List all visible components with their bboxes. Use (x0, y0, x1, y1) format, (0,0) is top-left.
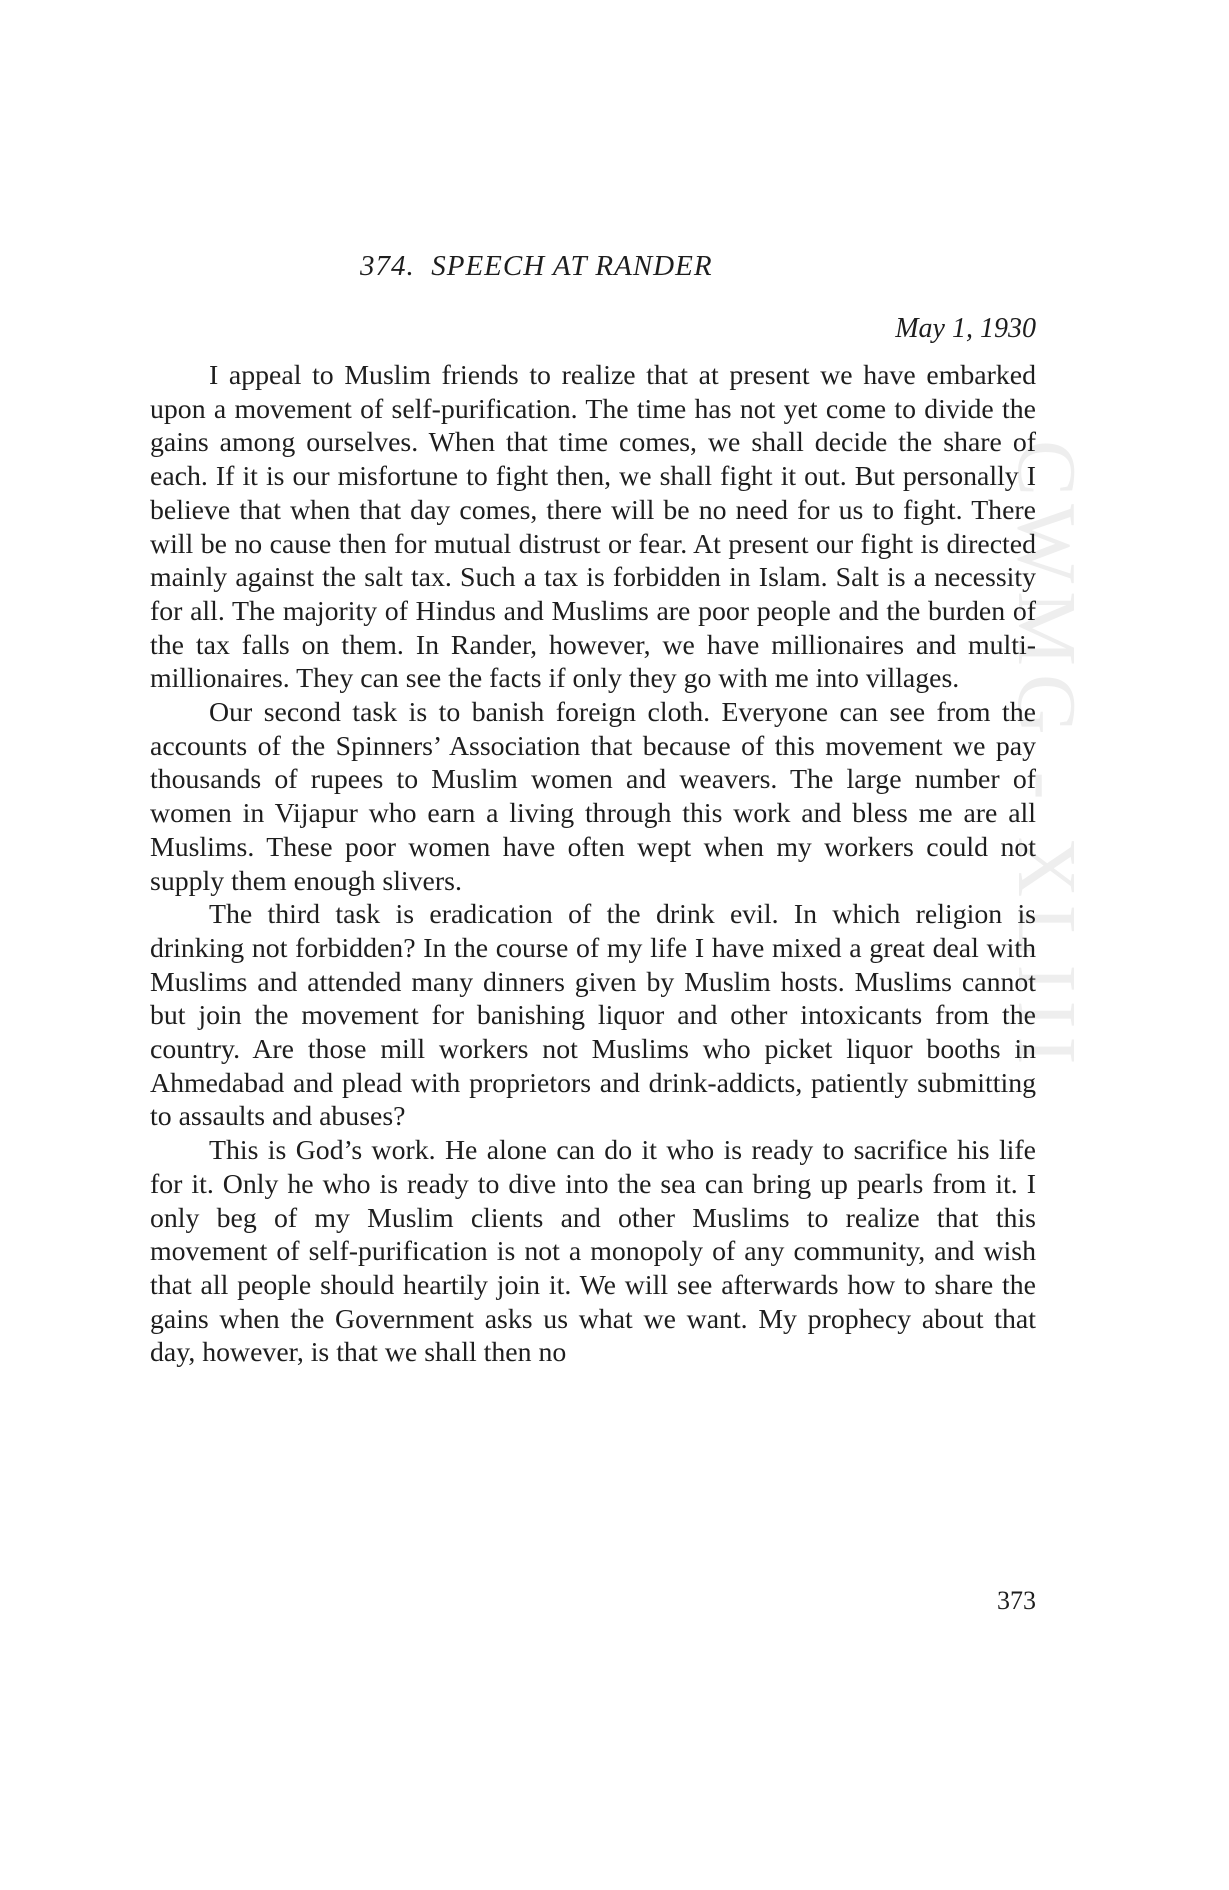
paragraph: Our second task is to banish foreign cloth. Everyone can see from the accounts of the Spinners’ Association that because of this movement we pay thousands of rupees to Muslim women and weavers. The large number of women in Vijapur who earn a living through this work and bless me are all Muslims. These poor women have often wept when my workers could not supply them enough slivers. (150, 697, 1036, 897)
watermark-text: CWMG - XLIII (1000, 440, 1093, 1073)
section-heading (360, 250, 713, 283)
paragraph: I appeal to Muslim friends to realize that at present we have embarked upon a movement of self-purification. The time has not yet come to divide the gains among ourselves. When that time comes, we shall decide the share of each. If it is our misfortune to fight then, we shall fight it out. But personally I believe that when that day comes, there will be no need for us to fight. There will be no cause then for mutual distrust or fear. At present our fight is directed mainly against the salt tax. Such a tax is forbidden in Islam. Salt is a necessity for all. The majority of Hindus and Muslims are poor people and the burden of the tax falls on them. In Rander, however, we have millionaires and multi-millionaires. They can see the facts if only they go with me into villages. (150, 360, 1036, 695)
section-title: SPEECH AT RANDER (431, 250, 713, 282)
paragraph: The third task is eradication of the drink evil. In which religion is drinking not forbidden? In the course of my life I have mixed a great deal with Muslims and attended many dinners given by Muslim hosts. Muslims cannot but join the movement for banishing liquor and other intoxicants from the country. Are those mill workers not Muslims who picket liquor booths in Ahmedabad and plead with proprietors and drink-addicts, patiently submitting to assaults and abuses? (150, 899, 1036, 1133)
date: May 1, 1930 (895, 313, 1036, 344)
paragraph: This is God’s work. He alone can do it who is ready to sacrifice his life for it. Only he who is ready to dive into the sea can bring up pearls from it. I only beg of my Muslim clients and other Muslims to realize that this movement of self-purification is not a monopoly of any community, and wish that all people should heartily join it. We will see afterwards how to share the gains when the Government asks us what we want. My prophecy about that day, however, is that we shall then no (150, 1135, 1036, 1369)
speech-body (150, 359, 1036, 1370)
section-number: 374. (360, 250, 415, 282)
page-number: 373 (997, 1586, 1036, 1615)
